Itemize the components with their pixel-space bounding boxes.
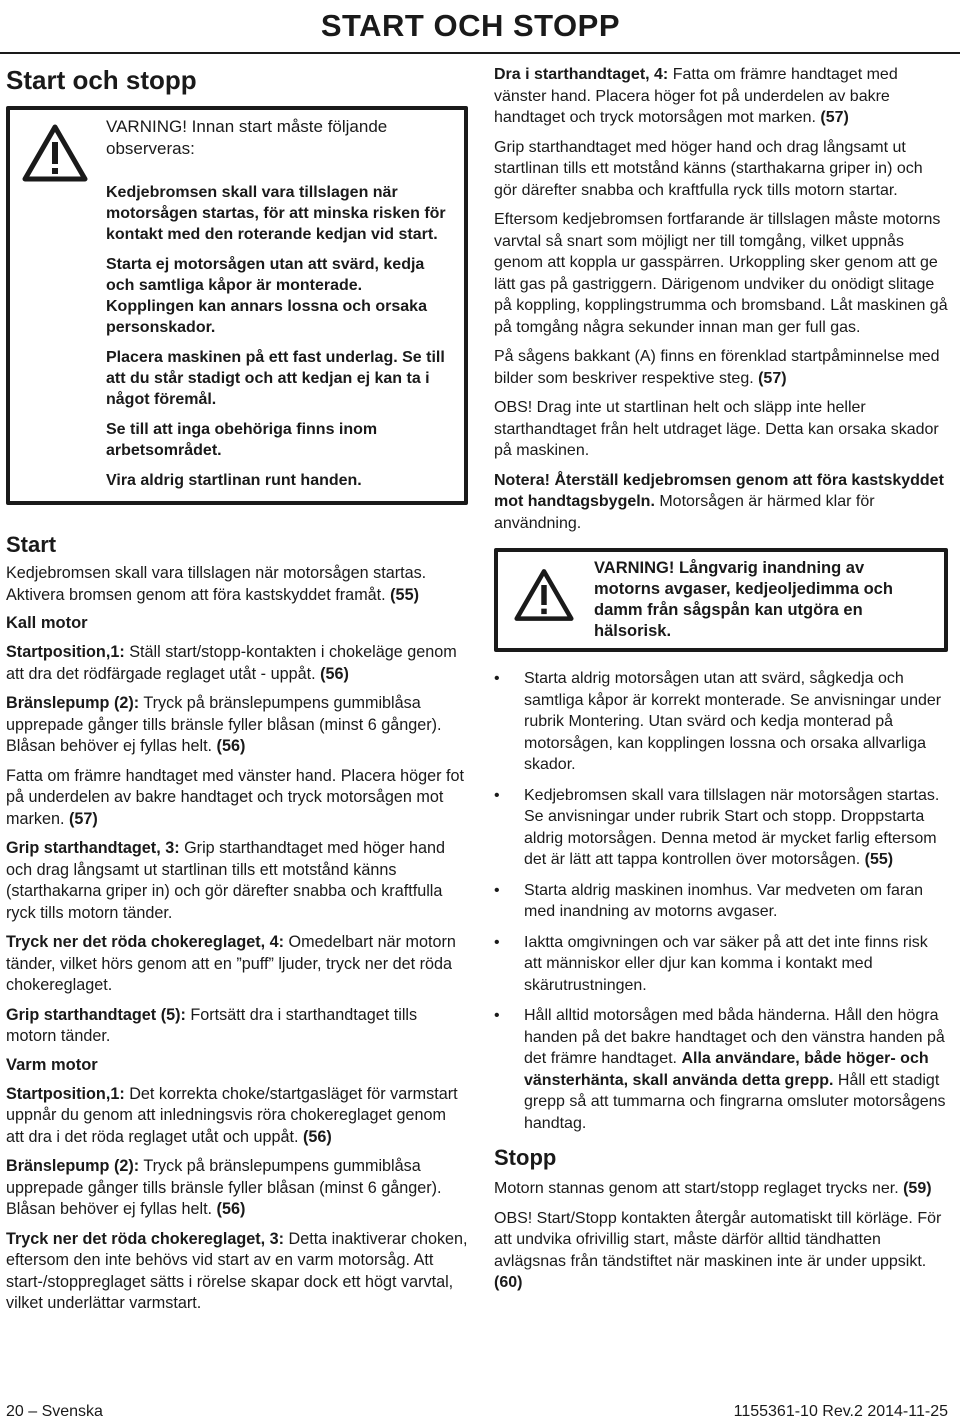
warning-2-text: VARNING! Långvarig inandning av motorns avgaser, kedjeoljedimma och damm från sågspån kan utgöra en hälsorisk. bbox=[594, 559, 893, 640]
safety-list bbox=[494, 668, 948, 1134]
bullet: • bbox=[494, 881, 500, 899]
warning-item: Kedjebromsen skall vara tillslagen när motorsågen startas, för att minska risken för kontakt med den roterande kedjan vid start. bbox=[106, 184, 446, 243]
footer-page-number: 20 – Svenska bbox=[6, 1403, 103, 1420]
kall-step-6: Grip starthandtaget (5): Fortsätt dra i starthandtaget tills motorn tänder. bbox=[6, 1005, 418, 1045]
kall-motor-heading: Kall motor bbox=[6, 614, 88, 632]
kall-step-4: Grip starthandtaget, 3: Grip starthandtaget med höger hand och drag långsamt ut startlinan tills ett motstånd känns (starthakarna griper in) och gör därefter snabba och kraftfulla ryck tills motorn tänder. bbox=[6, 839, 446, 922]
warning-item: Starta ej motorsågen utan att svärd, kedja och samtliga kåpor är monterade. Kopplingen kan annars lossna och orsaka personskador. bbox=[106, 256, 427, 336]
bullet: • bbox=[494, 1007, 500, 1024]
warning-item: Se till att inga obehöriga finns inom arbetsområdet. bbox=[106, 421, 378, 459]
right-para-5: OBS! Drag inte ut startlinan helt och släpp inte heller starthandtaget från helt utdraget läge. Detta kan orsaka skador på maskinen. bbox=[494, 399, 939, 459]
header-rule bbox=[0, 52, 960, 54]
warning-triangle-icon bbox=[514, 568, 574, 622]
stopp-heading: Stopp bbox=[494, 1145, 557, 1170]
list-item: • Kedjebromsen skall vara tillslagen när motorsågen startas. Se anvisningar under rubrik Start och stopp. Droppstarta aldrig motorsågen. Denna metod är mycket farlig eftersom det är lätt att tappa kontrollen över motorsågen. (55) bbox=[494, 786, 940, 868]
warning-item: Vira aldrig startlinan runt handen. bbox=[106, 472, 362, 489]
kall-step-5: Tryck ner det röda chokereglaget, 4: Omedelbart när motorn tänder, vilket hörs genom att en ”puff” ljuder, tryck ner det röda chokereglaget. bbox=[6, 933, 456, 994]
varm-step-3: Tryck ner det röda chokereglaget, 3: Detta inaktiverar choken, eftersom den inte behövs vid start av en varm motorsåg. Att start-/stoppreglaget sätts i rörelse skapar dock ett högt varvtal, vilket underlättar varmstart. bbox=[6, 1229, 468, 1312]
varm-motor-heading: Varm motor bbox=[6, 1055, 98, 1074]
right-para-4: På sågens bakkant (A) finns en förenklad startpåminnelse med bilder som beskriver respektive steg. (57) bbox=[494, 348, 940, 387]
bullet: • bbox=[494, 786, 500, 804]
start-heading: Start bbox=[6, 532, 57, 557]
list-item: • Starta aldrig motorsågen utan att svärd, sågkedja och samtliga kåpor är korrekt monterade. Se anvisningar under rubrik Montering. Utan svärd och kedja monterad på motorsågen, kan kopplingen lossna och orsaka allvarliga skador. bbox=[494, 670, 942, 773]
right-column bbox=[494, 64, 948, 1302]
right-para-3: Eftersom kedjebromsen fortfarande är tillslagen måste motorns varvtal så snart som möjligt ner till tomgång, vilket uppnås genom att koppla ur gasspärren. Urkoppling sker genom att ge lätt gas på gastriggern. Därigenom undviker du onödigt slitage på koppling, kopplingstrumma och bromsband. Låt maskinen gå på tomgång några sekunder innan man ger full gas. bbox=[494, 211, 948, 336]
section-title: Start och stopp bbox=[6, 65, 197, 95]
warning-item: Placera maskinen på ett fast underlag. Se till att du står stadigt och att kedjan ej kan ta i något föremål. bbox=[106, 349, 445, 408]
stopp-para-1: Motorn stannas genom att start/stopp reglaget trycks ner. (59) bbox=[494, 1180, 932, 1197]
kall-step-3: Fatta om främre handtaget med vänster hand. Placera höger fot på underdelen av bakre handtaget och tryck motorsågen mot marken. (57) bbox=[6, 766, 465, 828]
bullet: • bbox=[494, 670, 500, 687]
right-para-6: Notera! Återställ kedjebromsen genom att föra kastskyddet mot handtagsbygeln. Motorsågen är härmed klar för användning. bbox=[494, 471, 944, 532]
bullet: • bbox=[494, 933, 500, 951]
varm-step-2: Bränslepump (2): Tryck på bränslepumpens gummiblåsa upprepade gånger tills bränsle fyller blåsan (minst 6 gånger). Blåsan behöver ej fyllas helt. (56) bbox=[6, 1157, 442, 1218]
right-para-2: Grip starthandtaget med höger hand och drag långsamt ut startlinan tills ett motstånd känns (starthakarna griper in) och gör därefter snabba och kraftfulla ryck tills motorn startar. bbox=[494, 138, 923, 199]
kall-step-2: Bränslepump (2): Tryck på bränslepumpens gummiblåsa upprepade gånger tills bränsle fyller blåsan (minst 6 gånger). Blåsan behöver ej fyllas helt. (56) bbox=[6, 694, 442, 755]
left-column bbox=[6, 58, 468, 1323]
warning-box-2 bbox=[494, 548, 948, 652]
warning-triangle-icon bbox=[22, 124, 88, 182]
list-item: • Iaktta omgivningen och var säker på att det inte finns risk att människor eller djur kan komma i kontakt med skärutrustningen. bbox=[494, 933, 928, 994]
stopp-para-2: OBS! Start/Stopp kontakten återgår automatiskt till körläge. För att undvika ofrivillig start, måste därför alltid tändhatten avlägsnas från tändstiftet när maskinen inte är under uppsikt. (60) bbox=[494, 1209, 942, 1291]
start-intro: Kedjebromsen skall vara tillslagen när motorsågen startas. Aktivera bromsen genom att föra kastskyddet framåt. (55) bbox=[6, 564, 427, 604]
kall-step-1: Startposition,1: Ställ start/stopp-kontakten i chokeläge genom att dra det rödfärgade reglaget utåt - uppåt. (56) bbox=[6, 643, 457, 683]
page-header-title: START OCH STOPP bbox=[320, 8, 620, 43]
footer-doc-id: 1155361-10 Rev.2 2014-11-25 bbox=[733, 1403, 948, 1420]
warning-box bbox=[6, 106, 468, 505]
varm-step-1: Startposition,1: Det korrekta choke/startgasläget för varmstart uppnår du genom att inledningsvis röra chokereglaget genom att dra i det röda reglaget utåt och uppåt. (56) bbox=[6, 1084, 458, 1146]
warning-heading: VARNING! Innan start måste följande observeras: bbox=[106, 117, 388, 158]
list-item: • Starta aldrig maskinen inomhus. Var medveten om faran med inandning av motorns avgaser. bbox=[494, 881, 924, 920]
list-item: • Håll alltid motorsågen med båda händerna. Håll den högra handen på det bakre handtaget och den vänstra handen på det främre handtaget. Alla användare, både höger- och vänsterhänta, skall använda detta grepp. Håll ett stadigt grepp så att tummarna och fingrarna omsluter motorsågens handtag. bbox=[494, 1007, 946, 1132]
right-para-1: Dra i starthandtaget, 4: Fatta om främre handtaget med vänster hand. Placera höger fot på underdelen av bakre handtaget och tryck motorsågen mot marken. (57) bbox=[494, 66, 898, 126]
